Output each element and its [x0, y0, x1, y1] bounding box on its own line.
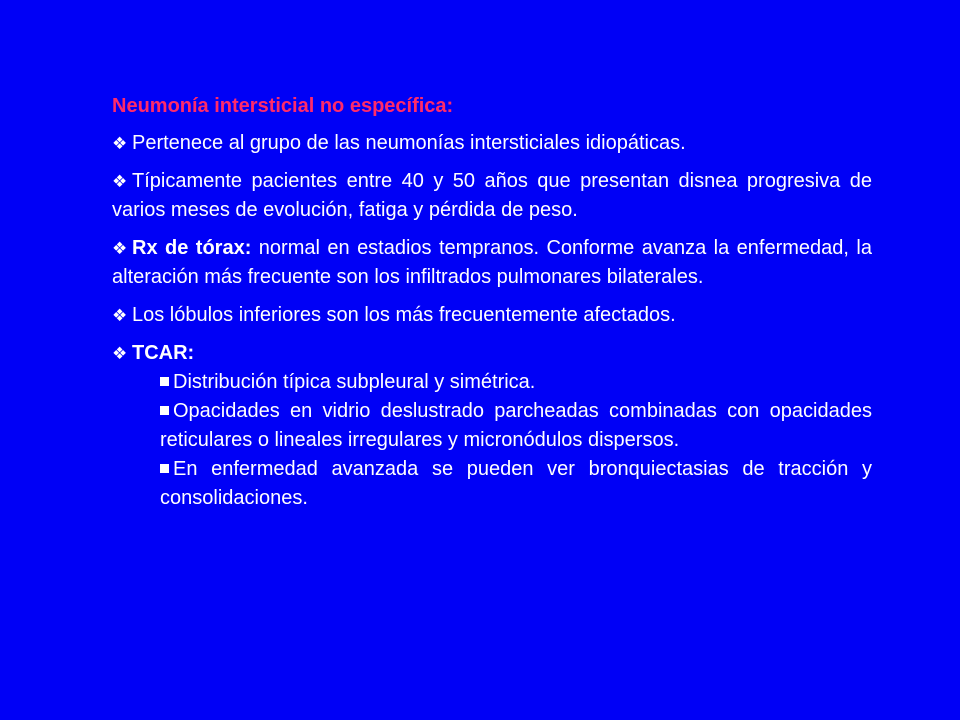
tcar-item-text: Opacidades en vidrio deslustrado parcheadas combinadas con opacidades reticulares o lineales irregulares y micronódulos dispersos.: [160, 400, 872, 451]
bullet-point-text: normal en estadios tempranos. Conforme avanza la enfermedad, la alteración más frecuente son los infiltrados pulmonares bilaterales.: [112, 237, 872, 288]
tcar-item-text: En enfermedad avanzada se pueden ver bronquiectasias de tracción y consolidaciones.: [160, 458, 872, 509]
diamond-bullet-icon: ❖: [112, 134, 128, 153]
tcar-item-1: [160, 368, 872, 397]
bullet-point-text: Los lóbulos inferiores son los más frecuentemente afectados.: [132, 304, 676, 326]
square-bullet-icon: [160, 406, 169, 415]
bullet-point-lead: TCAR:: [132, 342, 195, 364]
tcar-item-3: [160, 455, 872, 513]
bullet-point-5: [112, 339, 872, 368]
slide-title: Neumonía intersticial no específica:: [112, 95, 454, 117]
diamond-bullet-icon: ❖: [112, 344, 128, 363]
diamond-bullet-icon: ❖: [112, 239, 128, 258]
diamond-bullet-icon: ❖: [112, 306, 128, 325]
bullet-point-3: [112, 234, 872, 292]
square-bullet-icon: [160, 377, 169, 386]
tcar-item-text: Distribución típica subpleural y simétrica.: [173, 371, 536, 393]
tcar-sublist: [112, 368, 872, 513]
bullet-point-2: [112, 167, 872, 225]
diamond-bullet-icon: ❖: [112, 172, 128, 191]
tcar-item-2: [160, 397, 872, 455]
bullet-point-text: Pertenece al grupo de las neumonías intersticiales idiopáticas.: [132, 132, 686, 154]
bullet-point-1: [112, 129, 872, 158]
bullet-point-text: Típicamente pacientes entre 40 y 50 años que presentan disnea progresiva de varios meses de evolución, fatiga y pérdida de peso.: [112, 170, 872, 221]
square-bullet-icon: [160, 464, 169, 473]
slide-content: [112, 92, 872, 513]
bullet-point-lead: Rx de tórax:: [132, 237, 252, 259]
bullet-point-4: [112, 301, 872, 330]
